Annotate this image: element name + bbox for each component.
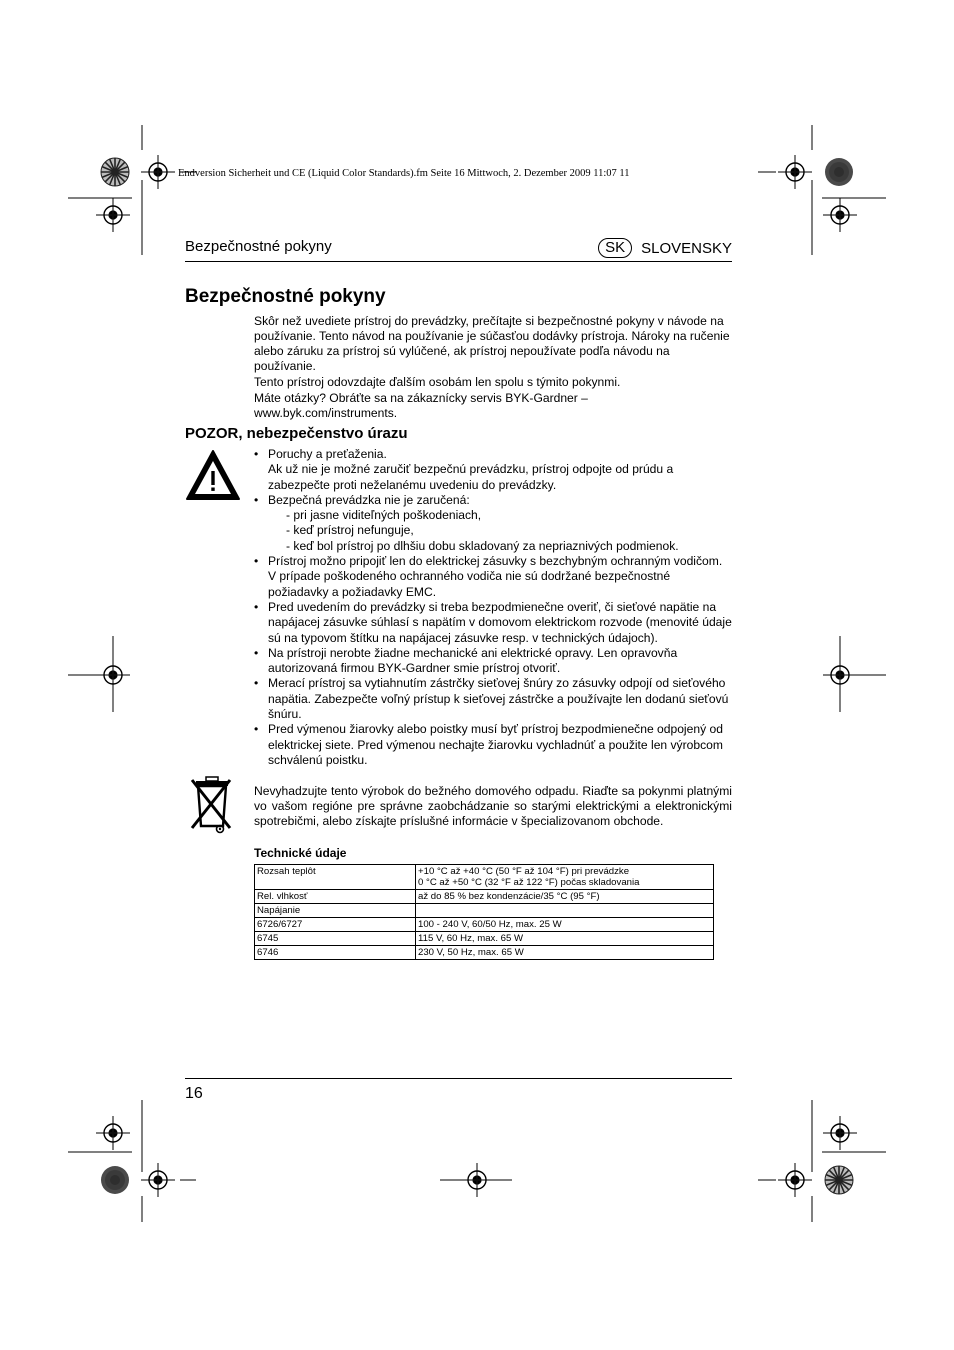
table-cell: 115 V, 60 Hz, max. 65 W bbox=[416, 932, 714, 946]
table-cell: Rel. vlhkosť bbox=[255, 890, 416, 904]
page-number: 16 bbox=[185, 1085, 203, 1102]
list-item-text: Ak už nie je možné zaručiť bezpečnú prevádzku, prístroj odpojte od prúdu a zabezpečte proti neželanému uvedeniu do prevádzky. bbox=[268, 462, 674, 492]
table-row bbox=[255, 890, 714, 904]
header-rule bbox=[185, 261, 732, 262]
language-code-badge: SK bbox=[598, 238, 632, 258]
table-cell: 6746 bbox=[255, 946, 416, 960]
registration-mark-icon bbox=[823, 198, 857, 232]
page-header-title: Bezpečnostné pokyny bbox=[185, 238, 332, 255]
footer-rule bbox=[185, 1078, 732, 1079]
specs-table bbox=[254, 864, 714, 960]
color-registration-target-icon bbox=[101, 158, 129, 186]
sub-list bbox=[268, 508, 732, 554]
language-label: SLOVENSKY bbox=[641, 239, 732, 257]
sub-list-item: - keď bol prístroj po dlhšiu dobu skladovaný za nepriaznivých podmienok. bbox=[286, 539, 732, 554]
warning-triangle-icon bbox=[185, 449, 241, 501]
color-registration-target-icon bbox=[825, 158, 853, 186]
table-cell-line: 0 °C až +50 °C (32 °F až 122 °F) počas skladovania bbox=[418, 877, 640, 888]
list-item bbox=[254, 493, 732, 554]
table-cell: 230 V, 50 Hz, max. 65 W bbox=[416, 946, 714, 960]
table-cell bbox=[416, 865, 714, 890]
list-item: • Prístroj možno pripojiť len do elektrickej zásuvky s bezchybným ochranným vodičom. V prípade poškodeného ochranného vodiča nie sú dodržané bezpečnostné požiadavky a požiadavky EMC. bbox=[254, 554, 732, 600]
table-row bbox=[255, 932, 714, 946]
warning-heading: POZOR, nebezpečenstvo úrazu bbox=[185, 425, 408, 442]
color-registration-target-icon bbox=[101, 1166, 129, 1194]
registration-mark-icon bbox=[460, 1163, 494, 1197]
registration-mark-icon bbox=[778, 155, 812, 189]
list-item: • Pred výmenou žiarovky alebo poistky musí byť prístroj bezpodmienečne odpojený od elektrickej siete. Pred výmenou nechajte žiarovku vychladnúť a použite len výrobcom schválenú poistku. bbox=[254, 722, 732, 768]
warning-list bbox=[254, 447, 732, 768]
intro-paragraph: Máte otázky? Obráťte sa na zákaznícky servis BYK-Gardner – www.byk.com/instruments. bbox=[254, 391, 588, 420]
crossed-out-wheelie-bin-icon bbox=[188, 776, 236, 836]
page-title: Bezpečnostné pokyny bbox=[185, 286, 386, 307]
list-item bbox=[254, 447, 732, 493]
registration-mark-icon bbox=[141, 155, 175, 189]
sub-list-item: - pri jasne viditeľných poškodeniach, bbox=[286, 508, 732, 523]
table-cell bbox=[416, 904, 714, 918]
table-row bbox=[255, 918, 714, 932]
table-row bbox=[255, 865, 714, 890]
intro-paragraph: Skôr než uvediete prístroj do prevádzky, prečítajte si bezpečnostné pokyny v návode na používanie. Tento návod na používanie je súčasťou dodávky prístroja. Nároky na ručenie alebo záruku za prístroj sú vylúčené, ak prístroj nepoužívate podľa návodu na používanie. bbox=[254, 314, 730, 373]
disposal-text: Nevyhadzujte tento výrobok do bežného domového odpadu. Riaďte sa pokynmi platnými vo vašom regióne pre správne zaobchádzanie so starými elektrickými a elektronickými spotrebičmi, alebo získajte príslušné informácie v špecializovanom obchode. bbox=[254, 784, 732, 828]
list-item-title: • Bezpečná prevádzka nie je zaručená: bbox=[268, 492, 470, 507]
table-cell: až do 85 % bez kondenzácie/35 °C (95 °F) bbox=[416, 890, 714, 904]
registration-mark-icon bbox=[823, 1116, 857, 1150]
registration-mark-icon bbox=[96, 198, 130, 232]
table-cell: 6745 bbox=[255, 932, 416, 946]
list-item: • Pred uvedením do prevádzky si treba bezpodmienečne overiť, či sieťové napätie na napájacej zásuvke súhlasí s napätím v domovom elektrickom rozvode (menovité údaje sú na typovom štítku na napájacej zásuvke resp. v technických údajoch). bbox=[254, 600, 732, 646]
table-cell: 100 - 240 V, 60/50 Hz, max. 25 W bbox=[416, 918, 714, 932]
table-cell: 6726/6727 bbox=[255, 918, 416, 932]
intro-text bbox=[254, 314, 732, 422]
page-header-language bbox=[598, 238, 732, 258]
table-cell-line: +10 °C až +40 °C (50 °F až 104 °F) pri prevádzke bbox=[418, 866, 630, 877]
print-header: Endversion Sicherheit und CE (Liquid Color Standards).fm Seite 16 Mittwoch, 2. Dezember 2009 11:07 11 bbox=[178, 168, 630, 179]
table-cell: Napájanie bbox=[255, 904, 416, 918]
list-item: • Merací prístroj sa vytiahnutím zástrčky sieťovej šnúry zo zásuvky odpojí od sieťového napätia. Zabezpečte voľný prístup k sieťovej zástrčke a používajte len dodanú sieťovú šnúru. bbox=[254, 676, 732, 722]
list-item-title: • Poruchy a preťaženia. bbox=[268, 447, 387, 461]
intro-paragraph: Tento prístroj odovzdajte ďalším osobám len spolu s týmito pokynmi. bbox=[254, 375, 621, 389]
table-row bbox=[255, 946, 714, 960]
table-row bbox=[255, 904, 714, 918]
specs-heading: Technické údaje bbox=[254, 846, 347, 860]
table-cell: Rozsah teplôt bbox=[255, 865, 416, 890]
registration-mark-icon bbox=[141, 1163, 175, 1197]
registration-mark-icon bbox=[96, 1116, 130, 1150]
registration-mark-icon bbox=[778, 1163, 812, 1197]
list-item: • Na prístroji nerobte žiadne mechanické ani elektrické opravy. Len opravovňa autorizovaná firmou BYK-Gardner smie prístroj otvoriť. bbox=[254, 646, 732, 677]
sub-list-item: - keď prístroj nefunguje, bbox=[286, 523, 732, 538]
color-registration-target-icon bbox=[825, 1166, 853, 1194]
